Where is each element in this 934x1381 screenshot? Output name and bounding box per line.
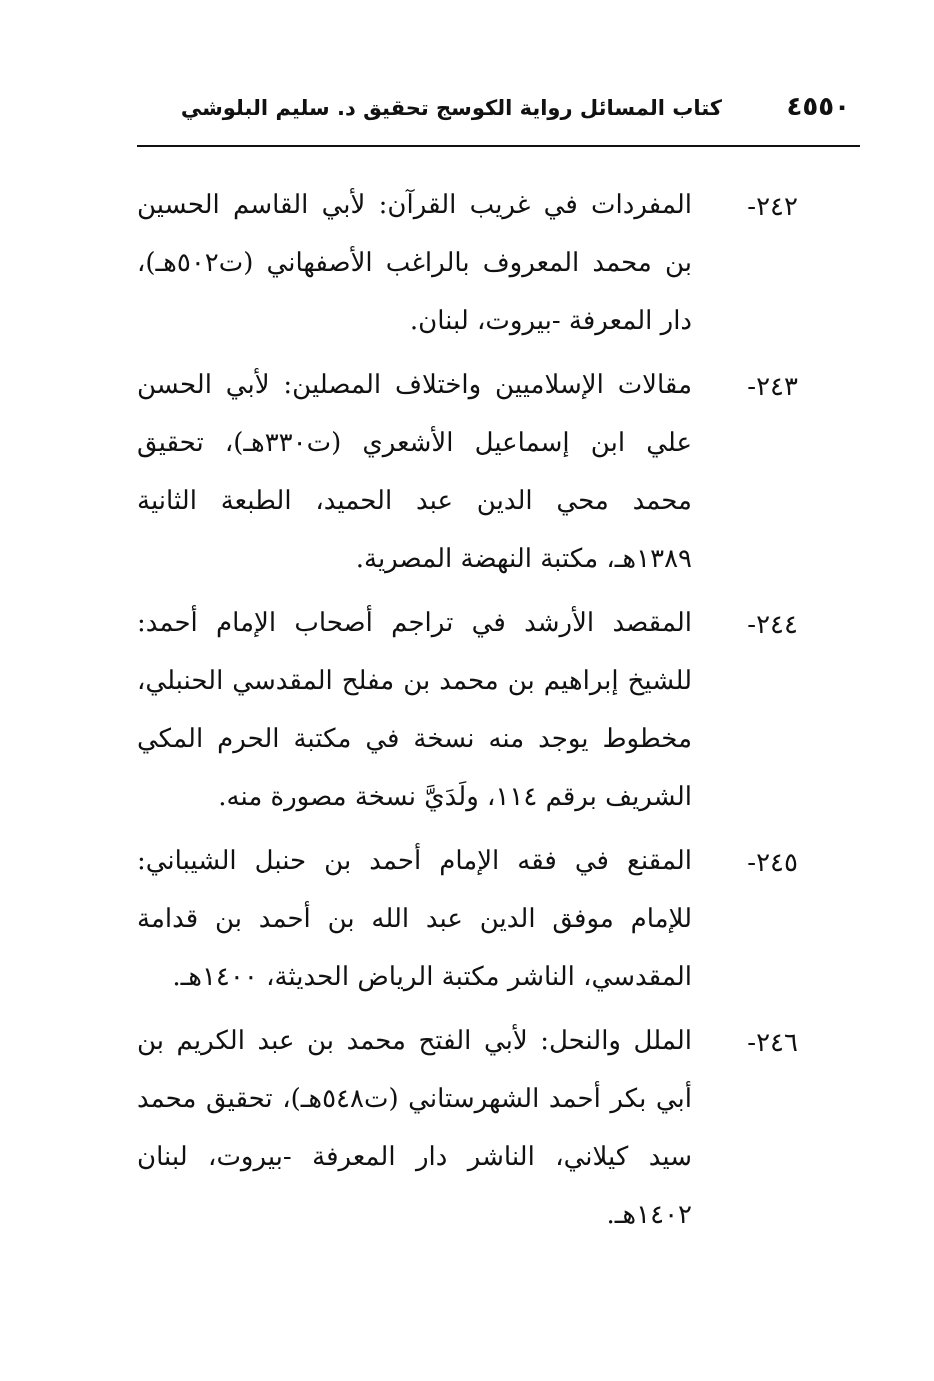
entry-number: ٢٤٦- [747, 1028, 798, 1058]
entry-text: المقنع في فقه الإمام أحمد بن حنبل الشيباني: للإمام موفق الدين عبد الله بن أحمد بن قدامة المقدسي، الناشر مكتبة الرياض الحديثة، ١٤٠٠هـ. [137, 846, 692, 992]
running-title: كتاب المسائل رواية الكوسج تحقيق د. سليم البلوشي [180, 96, 722, 120]
entry-text: الملل والنحل: لأبي الفتح محمد بن عبد الكريم بن أبي بكر أحمد الشهرستاني (ت٥٤٨هـ)، تحقيق محمد سيد كيلاني، الناشر دار المعرفة -بيروت، لبنان ١٤٠٢هـ. [137, 1026, 693, 1230]
entry-number: ٢٤٤- [747, 610, 798, 640]
bibliography-entry [137, 594, 802, 826]
entry-number: ٢٤٣- [747, 372, 798, 402]
entry-number: ٢٤٢- [747, 192, 798, 222]
bibliography-entry [137, 356, 802, 588]
bibliography-entry [137, 832, 802, 1006]
bibliography-entry [137, 1012, 802, 1244]
entry-text: المقصد الأرشد في تراجم أصحاب الإمام أحمد: للشيخ إبراهيم بن محمد بن مفلح المقدسي الحنبلي، مخطوط يوجد منه نسخة في مكتبة الحرم المكي الشريف برقم ١١٤، ولَدَيَّ نسخة مصورة منه. [137, 608, 692, 812]
entry-text: مقالات الإسلاميين واختلاف المصلين: لأبي الحسن علي ابن إسماعيل الأشعري (ت٣٣٠هـ)، تحقيق محمد محي الدين عبد الحميد، الطبعة الثانية ١٣٨٩هـ، مكتبة النهضة المصرية. [137, 370, 692, 574]
bibliography-list [137, 176, 802, 1250]
entry-number: ٢٤٥- [747, 848, 798, 878]
page-number: ٤٥٥٠ [786, 92, 850, 122]
entry-text: المفردات في غريب القرآن: لأبي القاسم الحسين بن محمد المعروف بالراغب الأصفهاني (ت٥٠٢هـ)، دار المعرفة -بيروت، لبنان. [137, 190, 692, 336]
header-divider [137, 145, 860, 147]
bibliography-entry [137, 176, 802, 350]
